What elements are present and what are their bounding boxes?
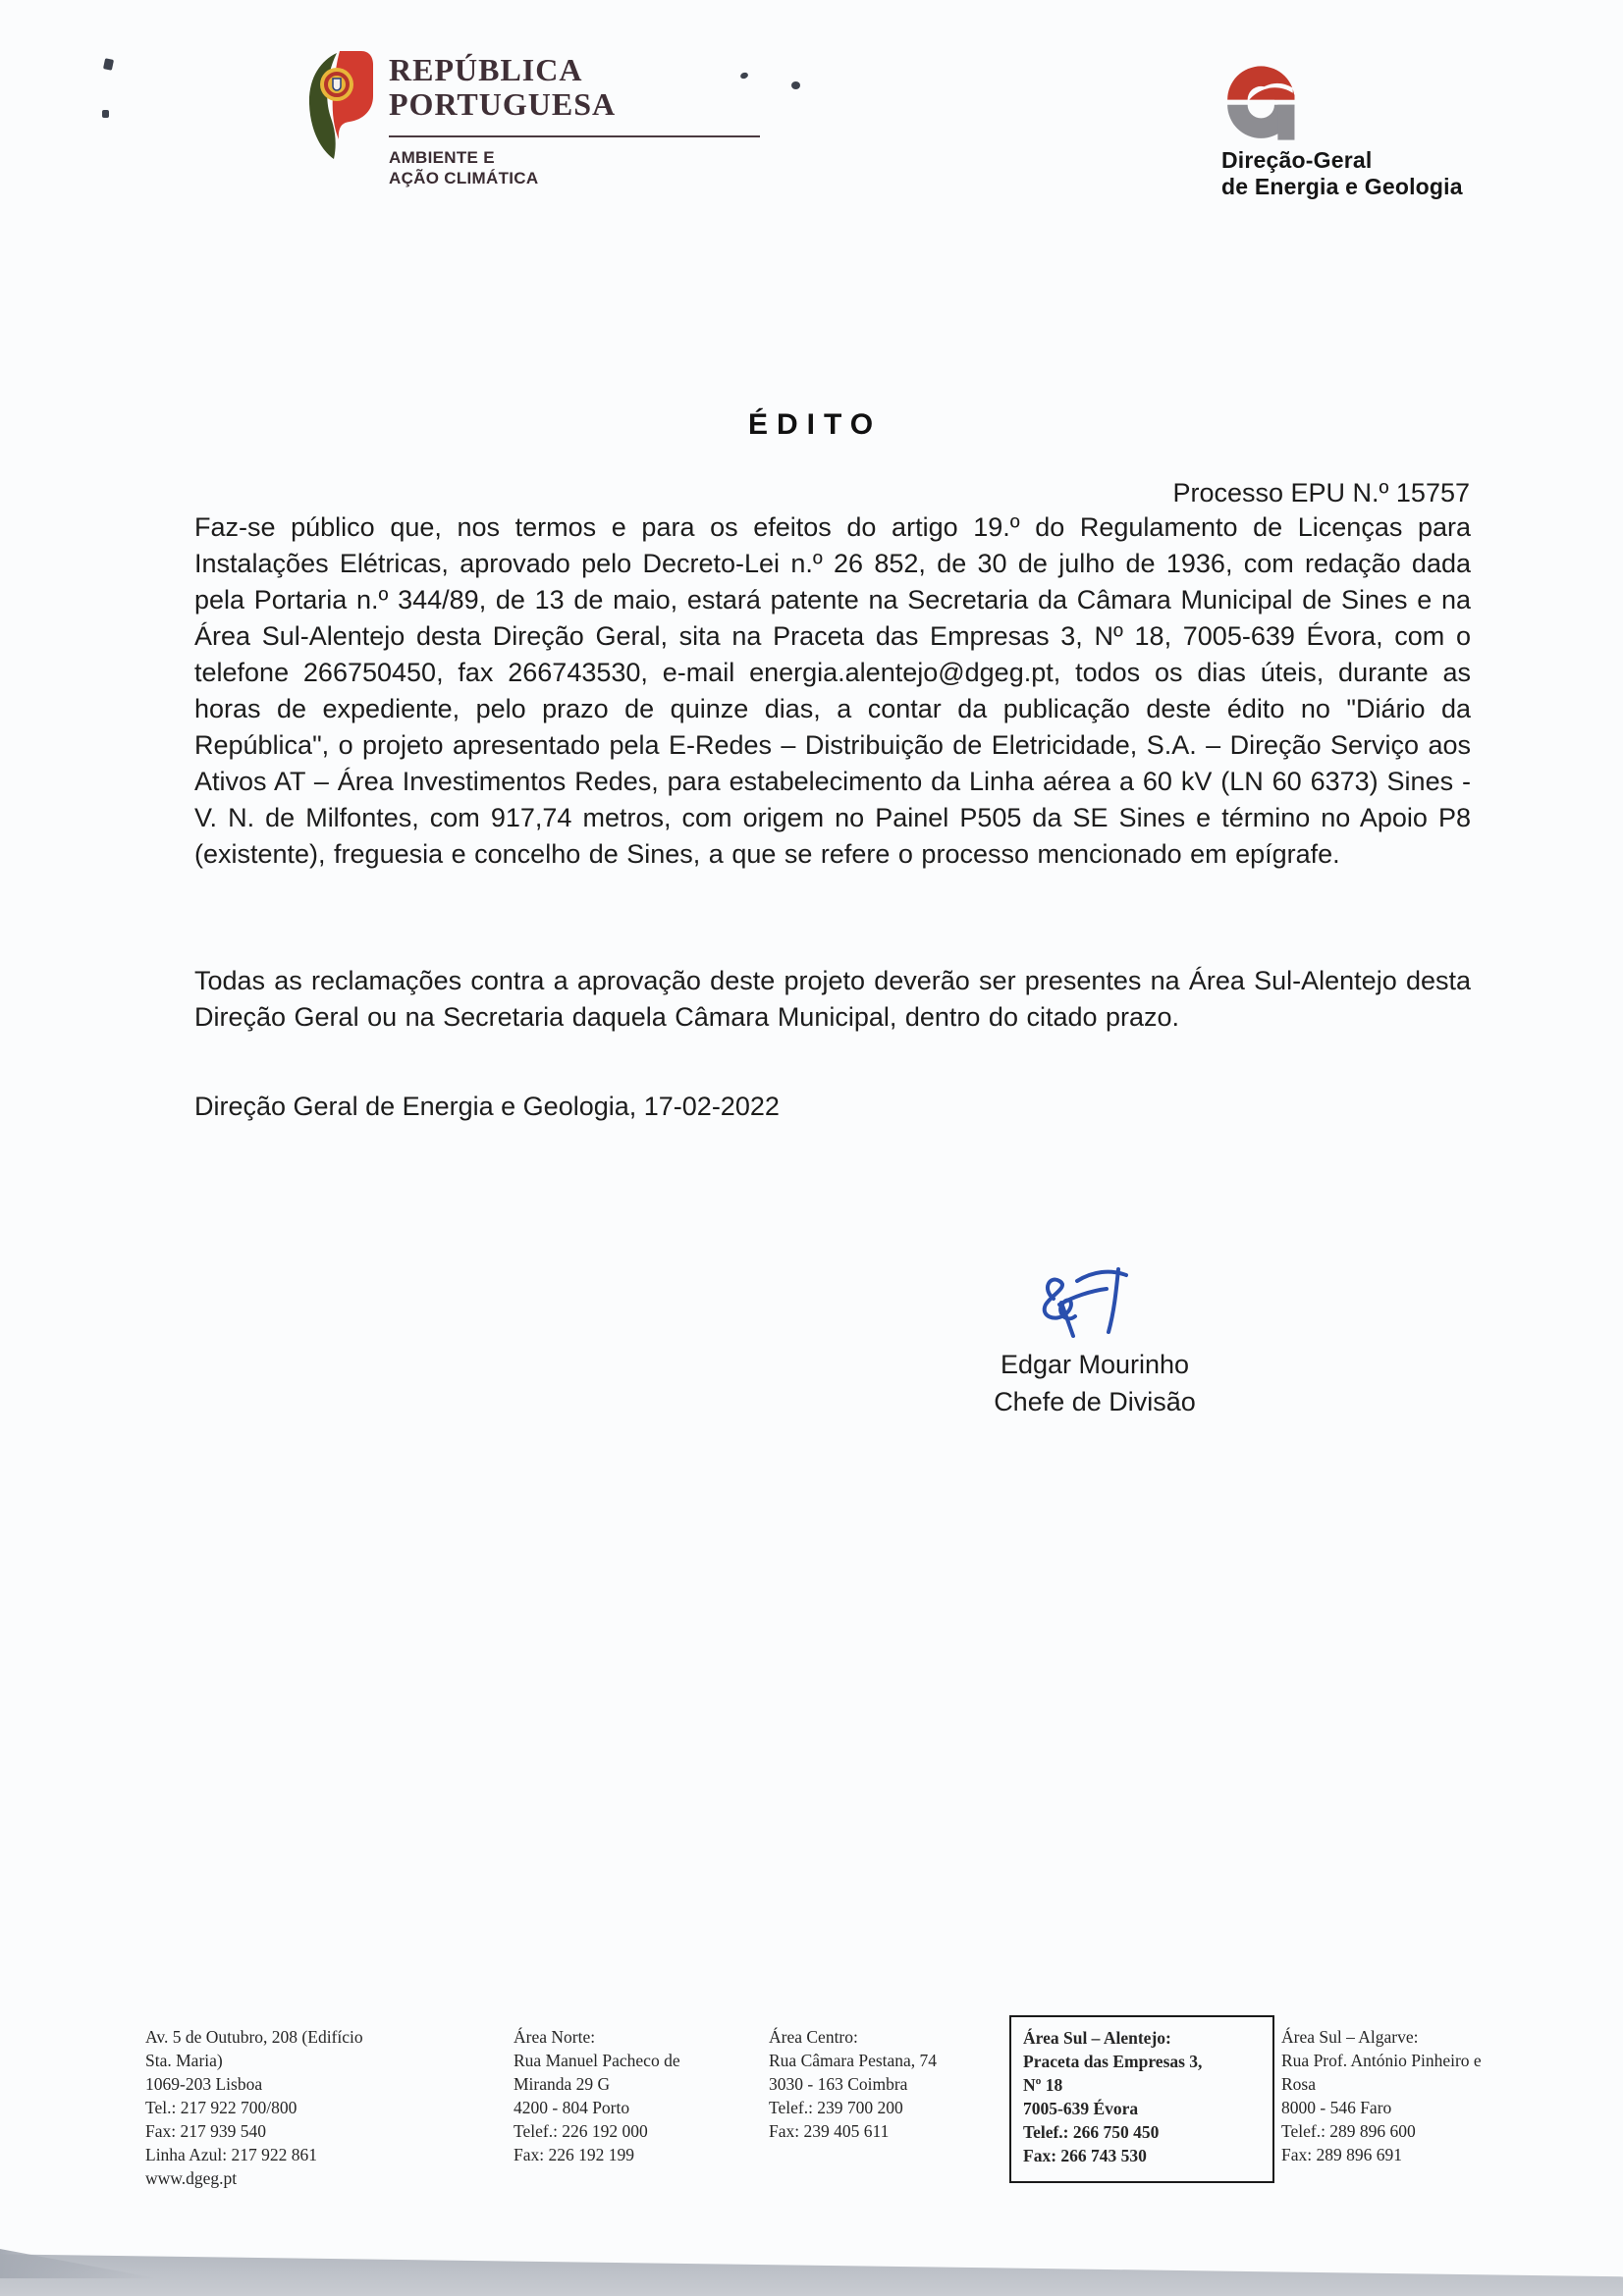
- footer-line: Tel.: 217 922 700/800: [145, 2098, 298, 2117]
- footer-line: Rosa: [1281, 2074, 1316, 2094]
- footer-column-centro: [769, 2025, 1004, 2143]
- footer-line: Área Norte:: [514, 2027, 596, 2047]
- footer-line: 3030 - 163 Coimbra: [769, 2074, 908, 2094]
- footer-line: Telef.: 266 750 450: [1023, 2122, 1160, 2142]
- portugal-flag-logo-icon: [300, 49, 377, 163]
- gov-subtitle-line2: AÇÃO CLIMÁTICA: [389, 169, 539, 187]
- dgeg-name-line1: Direção-Geral: [1221, 147, 1373, 173]
- footer-line: Área Sul – Algarve:: [1281, 2027, 1419, 2047]
- gov-title-line2: PORTUGUESA: [389, 86, 617, 122]
- scan-mark: [103, 58, 114, 71]
- footer-column-lisboa: [145, 2025, 499, 2190]
- footer-line: Av. 5 de Outubro, 208 (Edifício: [145, 2027, 363, 2047]
- footer-website: www.dgeg.pt: [145, 2168, 238, 2188]
- footer-line: Nº 18: [1023, 2075, 1063, 2095]
- footer-line: Fax: 266 743 530: [1023, 2146, 1147, 2165]
- footer-column-norte: [514, 2025, 759, 2166]
- gov-logo-text: [389, 53, 801, 188]
- gov-title-line1: REPÚBLICA: [389, 52, 583, 87]
- document-title: ÉDITO: [748, 408, 883, 441]
- footer-line: Área Centro:: [769, 2027, 858, 2047]
- footer-line: Telef.: 289 896 600: [1281, 2121, 1416, 2141]
- gov-logo-rule: [389, 135, 760, 137]
- footer-line: Rua Câmara Pestana, 74: [769, 2051, 938, 2070]
- footer-line: 8000 - 546 Faro: [1281, 2098, 1392, 2117]
- signatory-role: Chefe de Divisão: [994, 1387, 1196, 1416]
- footer-line: Fax: 289 896 691: [1281, 2145, 1402, 2164]
- signatory-name: Edgar Mourinho: [1000, 1350, 1190, 1379]
- scan-page-edge: [0, 2245, 1623, 2296]
- body-paragraph-2: Todas as reclamações contra a aprovação deste projeto deverão ser presentes na Área Sul-Alentejo desta Direção Geral ou na Secretaria daquela Câmara Municipal, dentro do citado prazo.: [194, 966, 1471, 1032]
- footer-line: 7005-639 Évora: [1023, 2099, 1139, 2118]
- body-paragraph-1: Faz-se público que, nos termos e para os efeitos do artigo 19.º do Regulamento de Licenças para Instalações Elétricas, aprovado pelo Decreto-Lei n.º 26 852, de 30 de julho de 1936, com redação dada pela Portaria n.º 344/89, de 13 de maio, estará patente na Secretaria da Câmara Municipal de Sines e na Área Sul-Alentejo desta Direção Geral, sita na Praceta das Empresas 3, Nº 18, 7005-639 Évora, com o telefone 266750450, fax 266743530, e-mail energia.alentejo@dgeg.pt, todos os dias úteis, durante as horas de expediente, pelo prazo de quinze dias, a contar da publicação deste édito no "Diário da República", o projeto apresentado pela E-Redes – Distribuição de Eletricidade, S.A. – Direção Serviço aos Ativos AT – Área Investimentos Redes, para estabelecimento da Linha aérea a 60 kV (LN 60 6373) Sines - V. N. de Milfontes, com 917,74 metros, com origem no Painel P505 da SE Sines e término no Apoio P8 (existente), freguesia e concelho de Sines, a que se refere o processo mencionado em epígrafe.: [194, 512, 1471, 869]
- scan-mark: [102, 110, 109, 118]
- footer-line: Fax: 217 939 540: [145, 2121, 266, 2141]
- dgeg-name-line2: de Energia e Geologia: [1221, 174, 1463, 199]
- process-reference: Processo EPU N.º 15757: [1172, 478, 1470, 507]
- footer-line: Miranda 29 G: [514, 2074, 611, 2094]
- handwritten-signature: [1016, 1259, 1163, 1358]
- dgeg-logo-text: [1221, 147, 1575, 200]
- footer-line: Linha Azul: 217 922 861: [145, 2145, 317, 2164]
- footer-line: Fax: 226 192 199: [514, 2145, 634, 2164]
- footer-line: Sta. Maria): [145, 2051, 223, 2070]
- footer-line: Rua Prof. António Pinheiro e: [1281, 2051, 1482, 2070]
- dgeg-logo-icon: [1220, 63, 1305, 143]
- footer-column-sul-alentejo: [1009, 2015, 1274, 2183]
- footer-line: Telef.: 226 192 000: [514, 2121, 648, 2141]
- footer-column-sul-algarve: [1281, 2025, 1546, 2166]
- dateline: Direção Geral de Energia e Geologia, 17-02-2022: [194, 1092, 780, 1121]
- footer-line: Área Sul – Alentejo:: [1023, 2028, 1171, 2048]
- footer-line: Fax: 239 405 611: [769, 2121, 890, 2141]
- footer-line: 1069-203 Lisboa: [145, 2074, 263, 2094]
- gov-subtitle-line1: AMBIENTE E: [389, 148, 495, 167]
- footer-line: Rua Manuel Pacheco de: [514, 2051, 680, 2070]
- footer-line: Praceta das Empresas 3,: [1023, 2052, 1203, 2071]
- footer-line: 4200 - 804 Porto: [514, 2098, 630, 2117]
- footer-line: Telef.: 239 700 200: [769, 2098, 903, 2117]
